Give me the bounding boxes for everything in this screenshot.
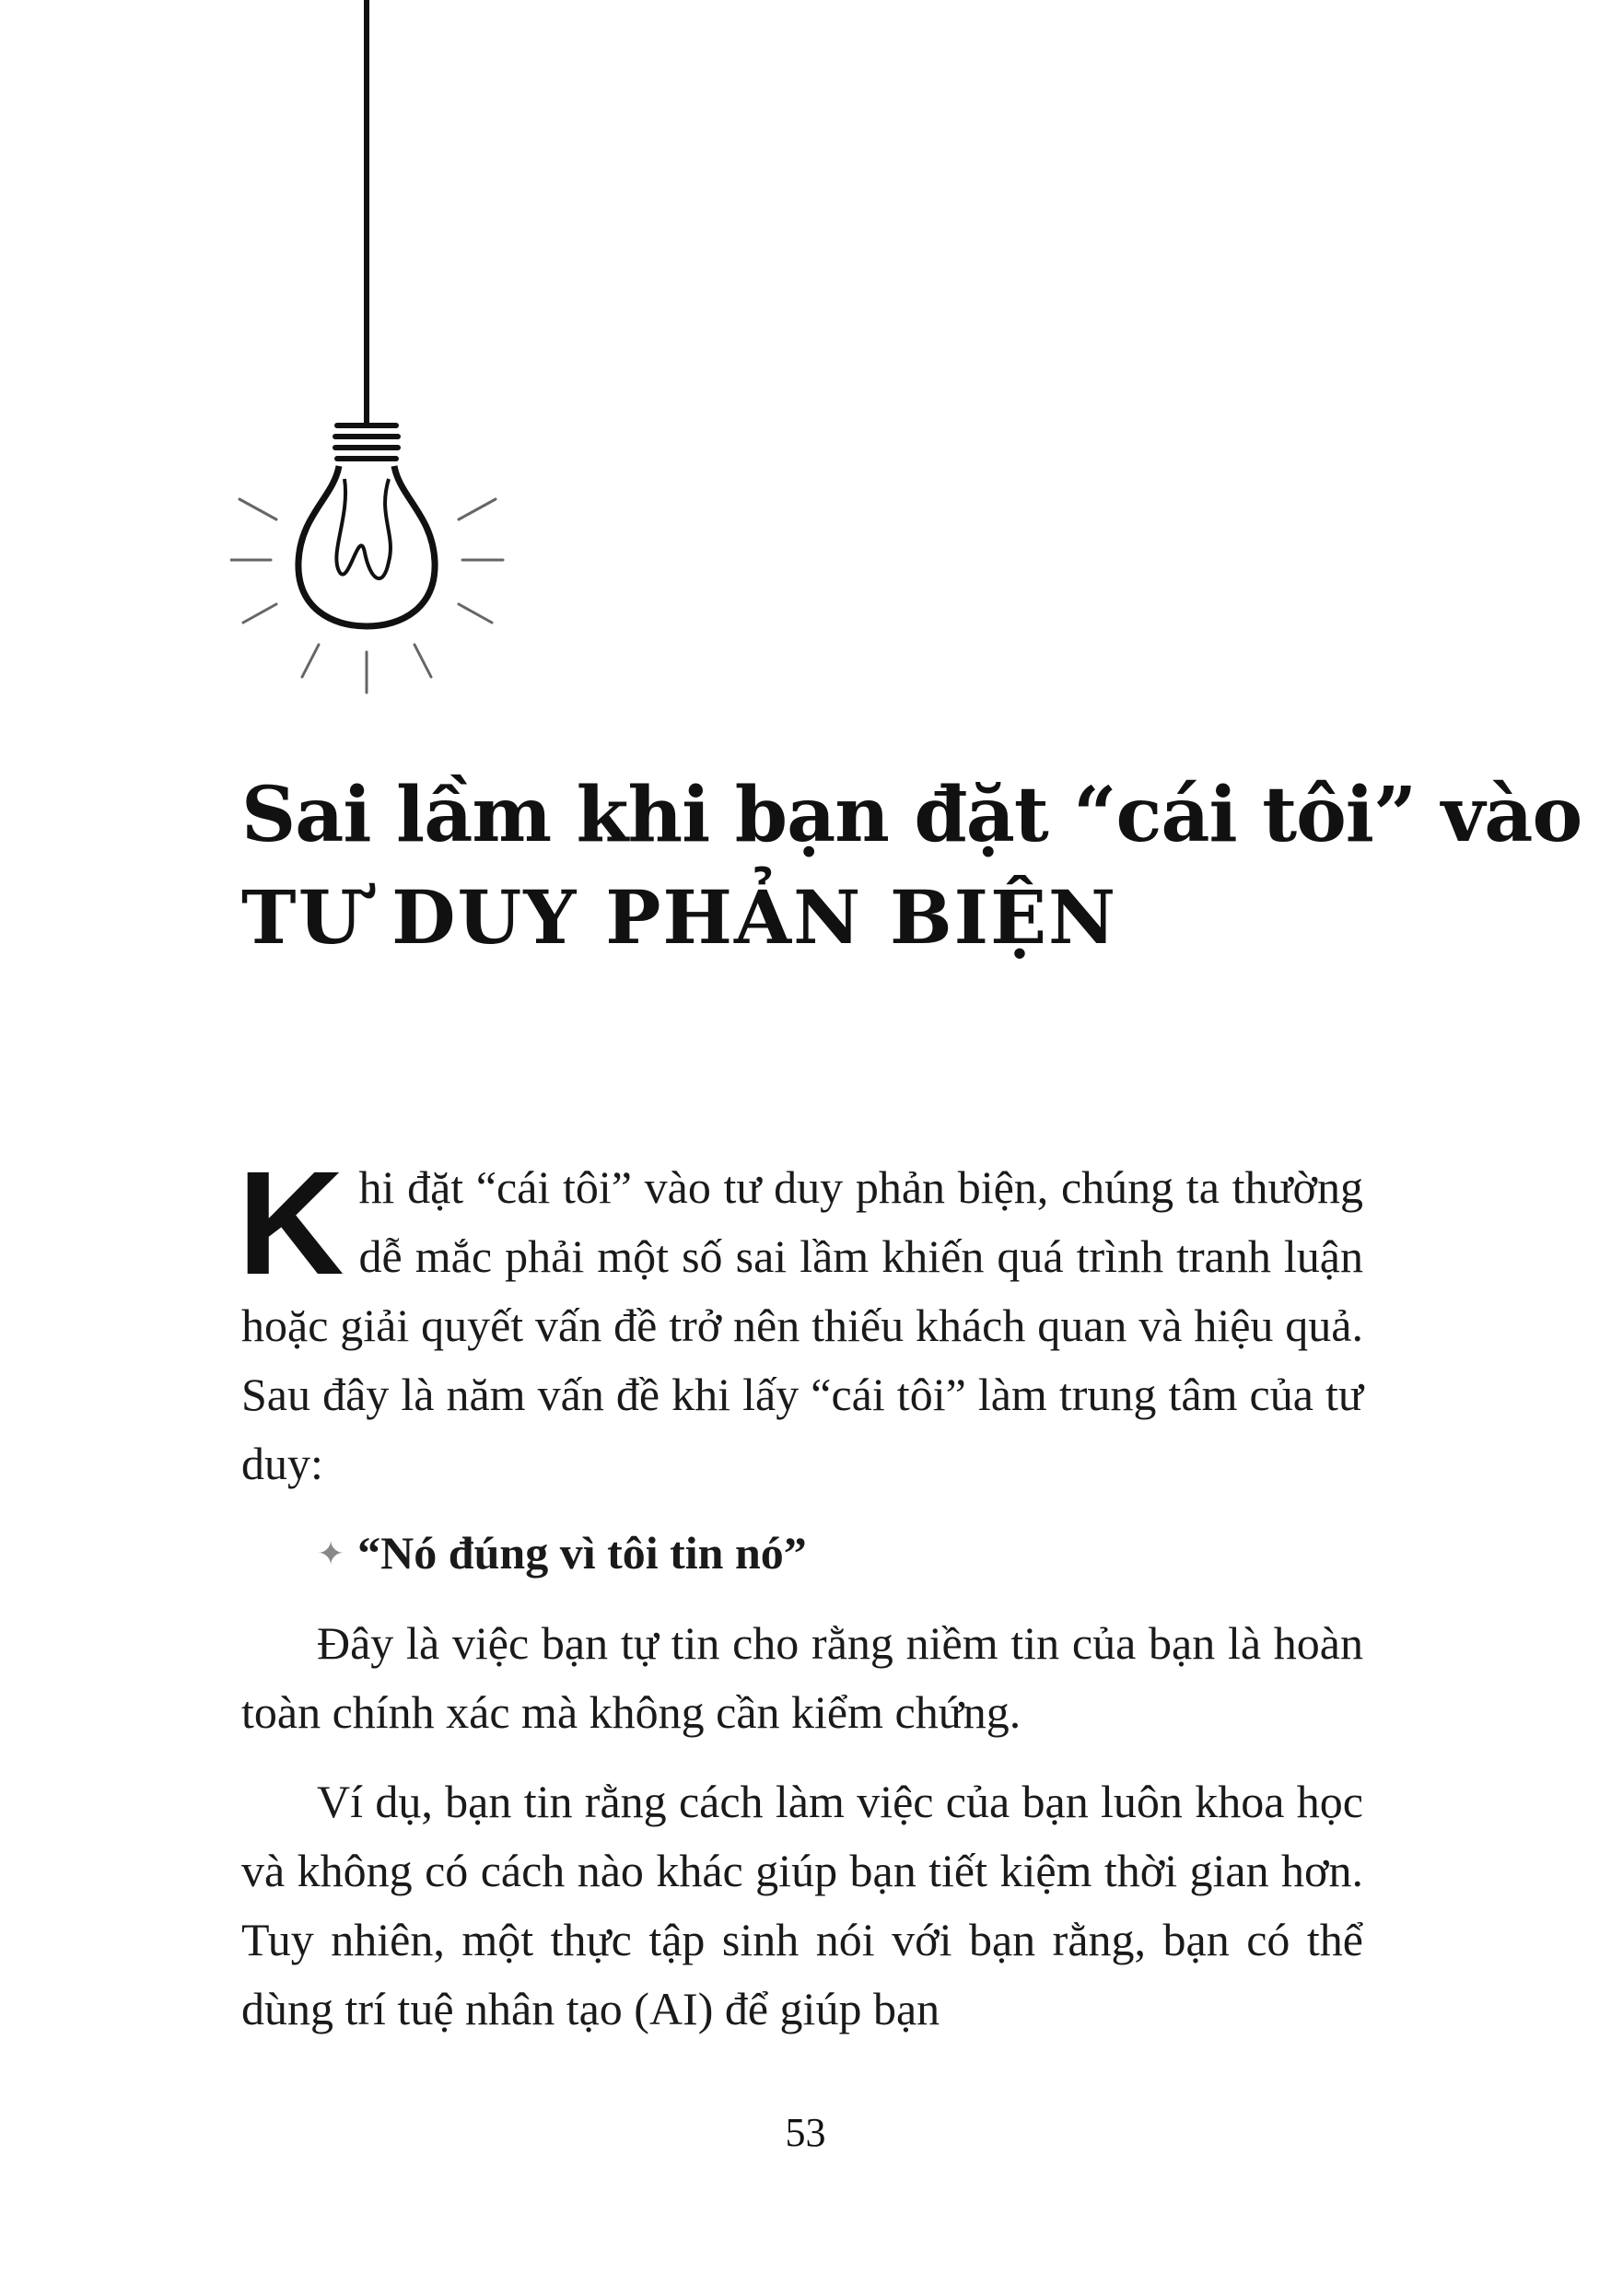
hanging-light-bulb-icon: [230, 0, 507, 700]
intro-text: hi đặt “cái tôi” vào tư duy phản biện, chúng ta thường dễ mắc phải một số sai lầm khiến quá trình tranh luận hoặc giải quyết vấn đề trở nên thiếu khách quan và hiệu quả. Sau đây là năm vấn đề khi lấy “cái tôi” làm trung tâm của tư duy:: [241, 1161, 1363, 1489]
drop-cap: K: [238, 1140, 344, 1305]
bullet-title: “Nó đúng vì tôi tin nó”: [357, 1527, 807, 1579]
bullet-heading: [241, 1519, 1363, 1589]
page-number: 53: [785, 2110, 826, 2155]
body-text: [238, 1140, 1363, 2044]
chapter-title-line2: TƯ DUY PHẢN BIỆN: [241, 874, 1118, 961]
paragraph-2: Ví dụ, bạn tin rằng cách làm việc của bạn luôn khoa học và không có cách nào khác giúp bạn tiết kiệm thời gian hơn. Tuy nhiên, một thực tập sinh nói với bạn rằng, bạn có thể dùng trí tuệ nhân tạo (AI) để giúp bạn: [241, 1776, 1363, 2034]
four-point-star-icon: ✦: [317, 1535, 345, 1573]
chapter-title: [241, 764, 1582, 969]
chapter-title-line1: Sai lầm khi bạn đặt “cái tôi” vào: [241, 771, 1582, 859]
paragraph-1: Đây là việc bạn tự tin cho rằng niềm tin của bạn là hoàn toàn chính xác mà không cần kiểm chứng.: [241, 1617, 1363, 1738]
intro-paragraph: [238, 1140, 1363, 1498]
